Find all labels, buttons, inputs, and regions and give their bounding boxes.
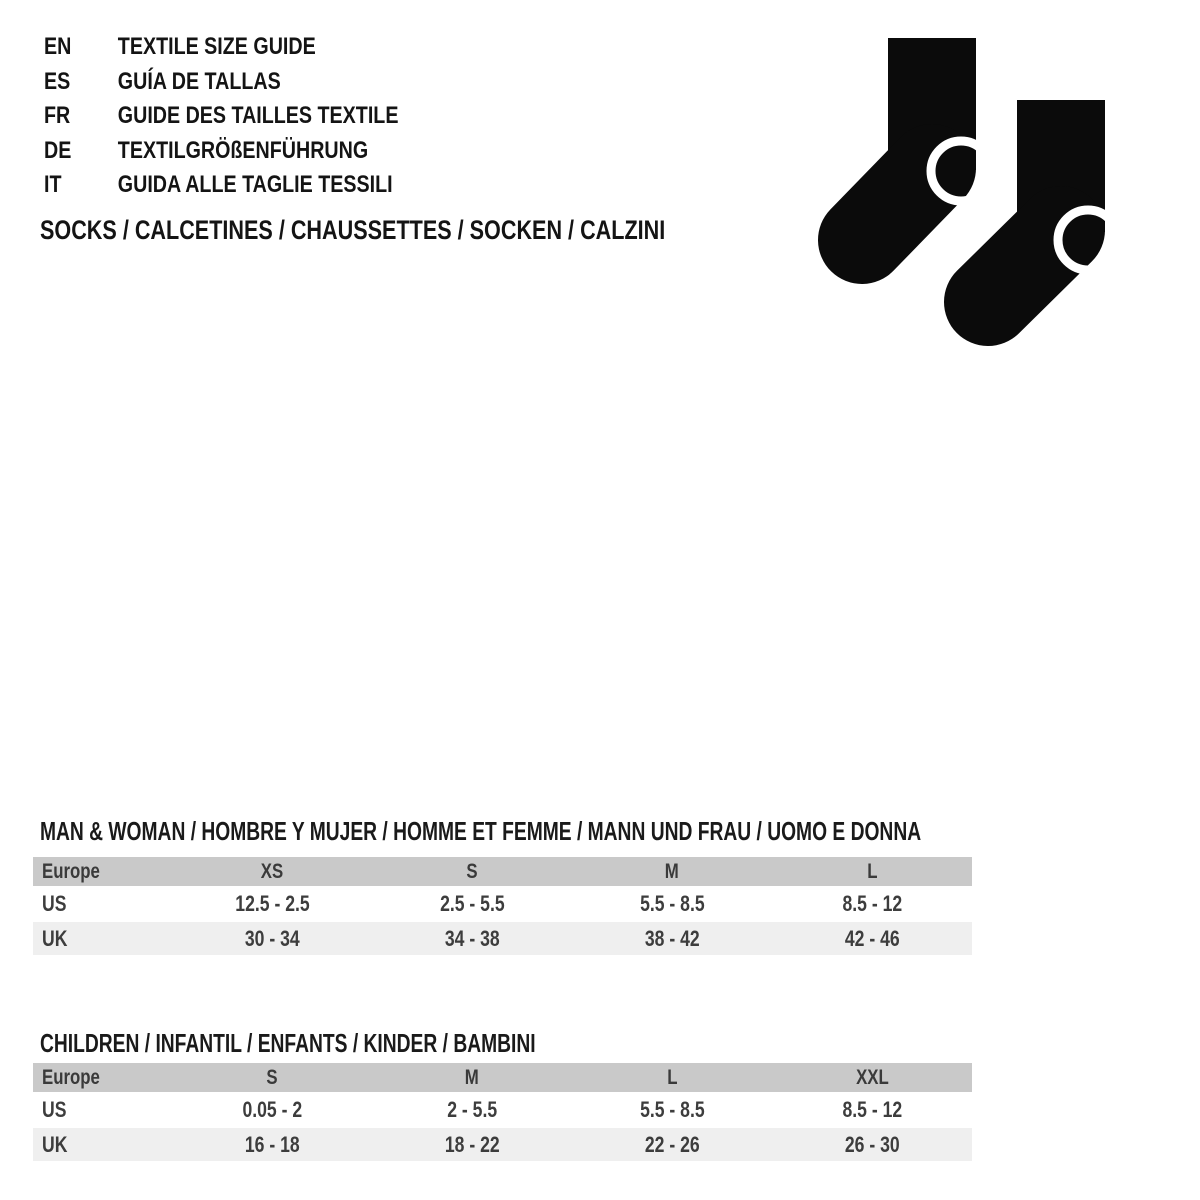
size-value: 5.5 - 8.5 bbox=[639, 1097, 705, 1122]
column-header: L bbox=[666, 1066, 678, 1089]
column-header: L bbox=[866, 860, 878, 883]
size-value: 8.5 - 12 bbox=[842, 891, 902, 916]
column-header: S bbox=[466, 860, 478, 883]
socks-icon bbox=[800, 20, 1140, 360]
size-value: 16 - 18 bbox=[244, 1132, 300, 1157]
row-label: UK bbox=[42, 1132, 68, 1157]
language-title-list bbox=[44, 30, 476, 203]
size-value: 2 - 5.5 bbox=[447, 1097, 497, 1122]
size-value: 22 - 26 bbox=[644, 1132, 700, 1157]
table-header-row bbox=[33, 1063, 972, 1092]
size-table-children bbox=[33, 1063, 972, 1161]
lang-code: FR bbox=[44, 102, 71, 129]
row-label: US bbox=[42, 1097, 67, 1122]
column-header: Europe bbox=[42, 1066, 100, 1089]
column-header: Europe bbox=[42, 860, 100, 883]
size-table-man-woman bbox=[33, 857, 972, 955]
table-row bbox=[33, 886, 972, 922]
lang-row-it bbox=[44, 168, 398, 203]
lang-row-fr bbox=[44, 99, 398, 134]
column-header: M bbox=[665, 860, 679, 883]
size-value: 12.5 - 2.5 bbox=[234, 891, 310, 916]
guide-title-it: GUIDA ALLE TAGLIE TESSILI bbox=[117, 171, 393, 198]
size-value: 30 - 34 bbox=[244, 926, 300, 951]
lang-code: DE bbox=[44, 136, 72, 164]
section-title: CHILDREN / INFANTIL / ENFANTS / KINDER / BAMBINI bbox=[40, 1028, 536, 1058]
size-value: 5.5 - 8.5 bbox=[639, 891, 705, 916]
section-title: MAN & WOMAN / HOMBRE Y MUJER / HOMME ET FEMME / MANN UND FRAU / UOMO E DONNA bbox=[40, 816, 922, 846]
size-value: 8.5 - 12 bbox=[842, 1097, 902, 1122]
row-label: UK bbox=[42, 926, 68, 951]
size-value: 38 - 42 bbox=[644, 926, 700, 951]
table-row bbox=[33, 1092, 972, 1128]
column-header: M bbox=[465, 1066, 479, 1089]
lang-row-en bbox=[44, 30, 398, 65]
column-header: XS bbox=[260, 860, 284, 883]
size-value: 2.5 - 5.5 bbox=[439, 891, 505, 916]
table-header-row bbox=[33, 857, 972, 886]
lang-code: IT bbox=[44, 171, 62, 198]
guide-title-fr: GUIDE DES TAILLES TEXTILE bbox=[117, 102, 399, 129]
lang-row-es bbox=[44, 65, 398, 100]
lang-row-de bbox=[44, 134, 398, 169]
table-row bbox=[33, 1128, 972, 1161]
size-value: 42 - 46 bbox=[844, 926, 900, 951]
column-header: XXL bbox=[855, 1066, 889, 1089]
size-value: 34 - 38 bbox=[444, 926, 500, 951]
row-label: US bbox=[42, 891, 67, 916]
lang-code: EN bbox=[44, 33, 72, 60]
size-section-man-woman bbox=[33, 818, 972, 955]
size-value: 0.05 - 2 bbox=[242, 1097, 302, 1122]
size-section-children bbox=[33, 1030, 972, 1161]
guide-title-es: GUÍA DE TALLAS bbox=[117, 67, 281, 95]
product-category-line: SOCKS / CALCETINES / CHAUSSETTES / SOCKEN / CALZINI bbox=[40, 215, 666, 245]
size-value: 26 - 30 bbox=[844, 1132, 900, 1157]
guide-title-de: TEXTILGRÖßENFÜHRUNG bbox=[117, 136, 369, 164]
guide-title-en: TEXTILE SIZE GUIDE bbox=[117, 33, 316, 60]
column-header: S bbox=[266, 1066, 278, 1089]
table-row bbox=[33, 922, 972, 955]
lang-code: ES bbox=[44, 67, 71, 95]
size-value: 18 - 22 bbox=[444, 1132, 500, 1157]
